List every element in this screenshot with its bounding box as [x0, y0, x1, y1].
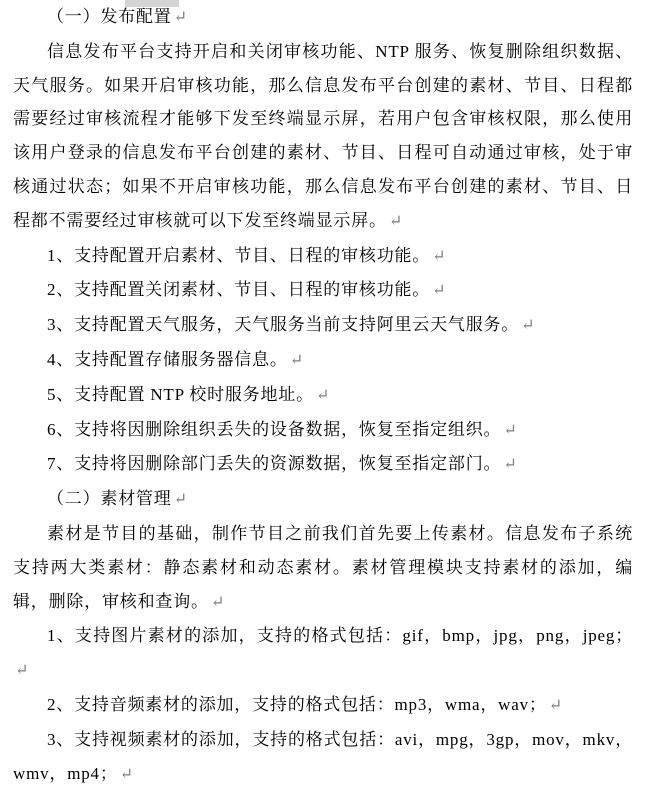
section-heading[interactable] [13, 482, 633, 517]
paragraph-return-mark-icon: ↵ [15, 662, 29, 680]
paragraph[interactable] [13, 308, 633, 343]
paragraph-text[interactable]: 6、支持将因删除组织丢失的设备数据，恢复至指定组织。 [47, 419, 502, 439]
paragraph-text[interactable]: 1、支持图片素材的添加，支持的格式包括：gif，bmp，jpg，png，jpeg； [47, 626, 633, 646]
paragraph-return-mark-icon: ↵ [119, 765, 134, 783]
paragraph[interactable] [13, 273, 633, 308]
paragraph[interactable] [13, 239, 633, 274]
paragraph-return-mark-icon: ↵ [289, 351, 304, 369]
paragraph[interactable] [13, 723, 633, 791]
paragraph-text[interactable]: 5、支持配置 NTP 校时服务地址。 [47, 384, 314, 404]
paragraph[interactable] [13, 517, 633, 619]
paragraph[interactable] [13, 378, 633, 413]
paragraph-text[interactable]: 素材是节目的基础，制作节目之前我们首先要上传素材。信息发布子系统支持两大类素材：静态素材和动态素材。素材管理模块支持素材的添加，编辑，删除，审核和查询。 [13, 523, 633, 611]
paragraph-return-mark-icon: ↵ [548, 696, 563, 714]
paragraph[interactable] [13, 343, 633, 378]
paragraph-return-mark-icon: ↵ [388, 212, 403, 230]
paragraph[interactable] [13, 688, 633, 723]
paragraph-text[interactable]: 2、支持音频素材的添加，支持的格式包括：mp3，wma，wav； [47, 694, 547, 714]
paragraph-text[interactable]: 1、支持配置开启素材、节目、日程的审核功能。 [47, 245, 431, 265]
paragraph[interactable] [13, 413, 633, 448]
paragraph-text[interactable]: 4、支持配置存储服务器信息。 [47, 349, 288, 369]
paragraph-return-mark-icon: ↵ [521, 317, 535, 335]
paragraph-text[interactable]: （一）发布配置 [47, 7, 172, 26]
paragraph-text[interactable]: 3、支持配置天气服务，天气服务当前支持阿里云天气服务。 [47, 315, 520, 335]
paragraph-return-mark-icon: ↵ [173, 9, 188, 26]
section-heading[interactable] [13, 0, 633, 35]
paragraph[interactable] [13, 447, 633, 482]
paragraph-return-mark-icon: ↵ [210, 593, 225, 611]
paragraph-text[interactable]: 3、支持视频素材的添加，支持的格式包括：avi，mpg，3gp，mov，mkv，wmv，mp4； [13, 729, 633, 783]
paragraph-text[interactable]: 信息发布平台支持开启和关闭审核功能、NTP 服务、恢复删除组织数据、天气服务。如果开启审核功能，那么信息发布平台创建的素材、节目、日程都需要经过审核流程才能够下发至终端显示屏，若用户包含审核权限，那么使用该用户登录的信息发布平台创建的素材、节目、日程可自动通过审核，处于审核通过状态；如果不开启审核功能，那么信息发布平台创建的素材、节目、日程都不需要经过审核就可以下发至终端显示屏。 [13, 41, 633, 230]
paragraph-return-mark-icon: ↵ [503, 421, 517, 439]
paragraph[interactable] [13, 35, 633, 239]
paragraph[interactable] [13, 619, 633, 688]
paragraph-return-mark-icon: ↵ [173, 491, 188, 509]
paragraph-return-mark-icon: ↵ [432, 247, 446, 265]
paragraph-text[interactable]: （二）素材管理 [47, 489, 172, 509]
paragraph-return-mark-icon: ↵ [503, 456, 517, 474]
paragraph-text[interactable]: 7、支持将因删除部门丢失的资源数据，恢复至指定部门。 [47, 454, 502, 474]
paragraph-text[interactable]: 2、支持配置关闭素材、节目、日程的审核功能。 [47, 280, 431, 300]
paragraph-return-mark-icon: ↵ [315, 386, 330, 404]
paragraph-return-mark-icon: ↵ [432, 282, 446, 300]
